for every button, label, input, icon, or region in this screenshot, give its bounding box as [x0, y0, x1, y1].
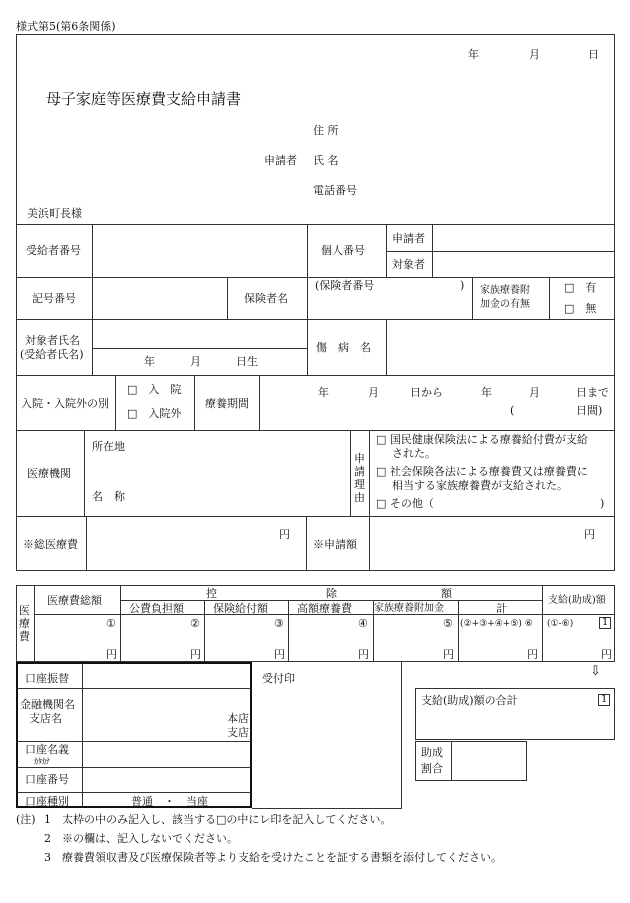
subject-name-label-2: (受給者氏名): [20, 348, 84, 361]
calc-formula-sum: (②+③+④+⑤) ⑥: [460, 619, 533, 629]
family-allowance-no-checkbox[interactable]: □ 無: [564, 302, 597, 315]
form-label: 様式第5(第6条関係): [16, 20, 116, 33]
account-number-label: 口座番号: [25, 773, 69, 786]
name-label: 氏 名: [313, 154, 339, 167]
note-2-number: 2: [44, 832, 51, 845]
calc-side-3: 費: [19, 630, 30, 643]
birth-year: 年: [144, 355, 155, 368]
calc-public-header: 公費負担額: [129, 602, 184, 615]
bank-transfer-label: 口座振替: [25, 672, 69, 685]
address-label: 住 所: [313, 124, 339, 137]
total-medical-label: ※総医療費: [23, 538, 78, 551]
account-type-options[interactable]: 普通 ・ 当座: [131, 795, 208, 808]
institution-name-label: 名 称: [92, 490, 125, 503]
period-days: 日間): [576, 404, 603, 417]
addressee: 美浜町長様: [27, 207, 82, 220]
total-medical-yen: 円: [279, 528, 290, 541]
calc-payment-header: 支給(助成)額: [548, 595, 606, 606]
bank-transfer-field[interactable]: [83, 663, 251, 688]
insurer-name-label: 保険者名: [244, 292, 288, 305]
inpatient-checkbox[interactable]: □ 入 院: [127, 383, 182, 396]
total-medical-field[interactable]: [87, 517, 305, 570]
reason-1-text-2: された。: [392, 447, 436, 460]
reception-stamp-label: 受付印: [262, 672, 295, 685]
applied-amount-yen: 円: [584, 528, 595, 541]
note-2: ※の欄は、記入しないでください。: [62, 832, 238, 845]
period-year-to: 年: [481, 386, 492, 399]
page-title: 母子家庭等医療費支給申請書: [46, 90, 242, 108]
period-from: 日から: [410, 386, 443, 399]
calc-yen-3: 円: [274, 648, 285, 661]
calc-marker-3: ③: [274, 617, 284, 630]
total-payment-label: 支給(助成)額の合計: [421, 694, 518, 707]
date-month: 月: [529, 48, 540, 61]
ratio-label-1: 助成: [421, 746, 443, 759]
treatment-period-label: 療養期間: [205, 397, 249, 410]
down-arrow-icon: ⇩: [590, 664, 601, 679]
calc-side-2: 療: [19, 617, 30, 630]
bank-institution-label-2: 支店名: [29, 712, 62, 725]
note-3: 療養費領収書及び医療保険者等より支給を受けたことを証する書類を添付してください。: [62, 851, 502, 864]
ratio-field[interactable]: [452, 742, 526, 780]
calc-yen-1: 円: [106, 648, 117, 661]
calc-yen-2: 円: [190, 648, 201, 661]
calc-badge: 1: [602, 617, 609, 628]
disease-name-field[interactable]: [387, 320, 614, 374]
period-year-from: 年: [318, 386, 329, 399]
reason-char-3: 理: [354, 478, 365, 491]
calc-marker-1: ①: [106, 617, 116, 630]
reason-1-checkbox[interactable]: □ 国民健康保険法による療養給付費が支給: [376, 433, 588, 446]
calc-formula-payment: (①-⑥): [547, 619, 574, 629]
calc-sum-header: 計: [496, 602, 507, 615]
calc-family-header: 家族療養附加金: [374, 603, 444, 614]
family-allowance-yes-checkbox[interactable]: □ 有: [564, 281, 597, 294]
account-number-field[interactable]: [83, 768, 251, 792]
reason-char-2: 請: [354, 465, 365, 478]
birth-day: 日生: [236, 355, 258, 368]
calc-marker-2: ②: [190, 617, 200, 630]
family-allowance-label-1: 家族療養附: [480, 285, 530, 296]
calc-yen-6: 円: [527, 648, 538, 661]
note-1: 太枠の中のみ記入し、該当する□の中にレ印を記入してください。: [62, 813, 392, 826]
period-to: 日まで: [576, 386, 609, 399]
account-holder-katakana: ｶﾀｶﾅ: [34, 757, 50, 766]
date-day: 日: [588, 48, 599, 61]
reason-2-checkbox[interactable]: □ 社会保険各法による療養費又は療養費に: [376, 465, 588, 478]
phone-label: 電話番号: [313, 184, 357, 197]
calc-yen-4: 円: [358, 648, 369, 661]
calc-deduct-3: 額: [441, 587, 452, 600]
calc-yen-7: 円: [601, 648, 612, 661]
date-year: 年: [468, 48, 479, 61]
birth-month: 月: [190, 355, 201, 368]
subject-name-label-1: 対象者氏名: [25, 334, 80, 347]
medical-institution-label: 医療機関: [27, 467, 71, 480]
insurer-number-close: ): [460, 279, 465, 292]
bank-head-office: 本店: [227, 712, 249, 725]
personal-number-subject: 対象者: [392, 258, 425, 271]
outpatient-checkbox[interactable]: □ 入院外: [127, 407, 182, 420]
symbol-number-label: 記号番号: [32, 292, 76, 305]
notes-prefix: (注): [16, 813, 36, 826]
subject-name-field[interactable]: [93, 320, 306, 348]
recipient-number-field[interactable]: [93, 225, 306, 276]
reason-2-text-2: 相当する家族療養費が支給された。: [392, 479, 568, 492]
applied-amount-label: ※申請額: [313, 538, 357, 551]
account-holder-label: 口座名義: [25, 743, 69, 756]
note-3-number: 3: [44, 851, 51, 864]
bank-branch: 支店: [227, 726, 249, 739]
period-month-to: 月: [529, 386, 540, 399]
calc-yen-5: 円: [443, 648, 454, 661]
total-payment-badge: 1: [601, 694, 608, 705]
calc-marker-5: ⑤: [443, 617, 453, 630]
reason-other-checkbox[interactable]: □ その他（: [376, 497, 434, 510]
reason-char-4: 由: [354, 491, 365, 504]
account-holder-field[interactable]: [83, 742, 251, 767]
family-allowance-label-2: 加金の有無: [480, 299, 530, 310]
personal-number-applicant-field[interactable]: [432, 224, 615, 251]
calc-deduct-2: 除: [326, 587, 337, 600]
personal-number-applicant: 申請者: [392, 232, 425, 245]
calc-total-header: 医療費総額: [47, 594, 102, 607]
reason-char-1: 申: [354, 452, 365, 465]
personal-number-subject-field[interactable]: [432, 251, 615, 277]
note-1-number: 1: [44, 813, 51, 826]
applicant-label: 申請者: [264, 154, 297, 167]
calc-marker-4: ④: [358, 617, 368, 630]
period-month-from: 月: [368, 386, 379, 399]
bank-institution-label-1: 金融機関名: [20, 698, 75, 711]
bank-institution-field[interactable]: [83, 689, 223, 741]
calc-side-1: 医: [19, 604, 30, 617]
reason-other-close: ): [600, 497, 605, 510]
disease-name-label: 傷 病 名: [316, 341, 371, 354]
insurer-number-label: (保険者番号: [315, 279, 375, 292]
personal-number-label: 個人番号: [321, 244, 365, 257]
account-type-label: 口座種別: [25, 795, 69, 808]
ratio-label-2: 割合: [421, 762, 443, 775]
recipient-number-label: 受給者番号: [26, 244, 81, 257]
location-label: 所在地: [92, 440, 125, 453]
applied-amount-field[interactable]: [370, 517, 614, 570]
inpatient-type-label: 入院・入院外の別: [21, 397, 109, 410]
calc-deduct-1: 控: [206, 587, 217, 600]
calc-highcost-header: 高額療養費: [297, 602, 352, 615]
symbol-number-field[interactable]: [93, 278, 227, 318]
calc-insurance-header: 保険給付額: [213, 602, 268, 615]
period-days-open: (: [510, 404, 515, 417]
